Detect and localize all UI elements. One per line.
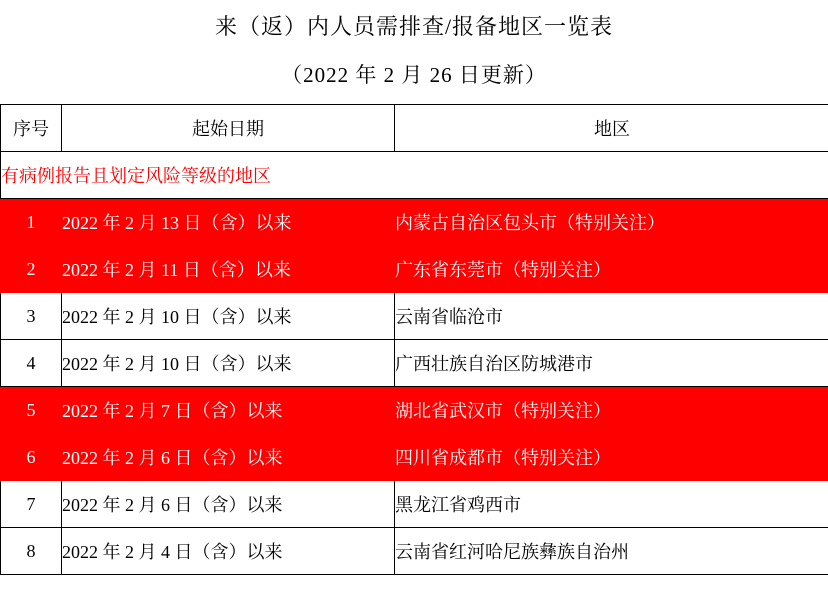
row-start-date: 2022 年 2 月 6 日（含）以来 [62, 434, 395, 481]
row-area: 四川省成都市（特别关注） [395, 434, 828, 481]
page-title: 来（返）内人员需排查/报备地区一览表 [214, 14, 614, 39]
row-start-date: 2022 年 2 月 6 日（含）以来 [62, 481, 395, 528]
row-area: 云南省临沧市 [395, 293, 828, 340]
page-subtitle: （2022 年 2 月 26 日更新） [281, 62, 547, 87]
row-number: 7 [1, 481, 62, 528]
row-start-date: 2022 年 2 月 10 日（含）以来 [62, 340, 395, 387]
table-row [1, 481, 828, 528]
row-area: 黑龙江省鸡西市 [395, 481, 828, 528]
row-number: 3 [1, 293, 62, 340]
row-area: 湖北省武汉市（特别关注） [395, 387, 828, 434]
row-number: 4 [1, 340, 62, 387]
column-header-date: 起始日期 [62, 105, 395, 152]
table-row [1, 528, 828, 575]
table-row [1, 293, 828, 340]
row-start-date: 2022 年 2 月 10 日（含）以来 [62, 293, 395, 340]
row-start-date: 2022 年 2 月 11 日（含）以来 [62, 246, 395, 293]
row-area: 广东省东莞市（特别关注） [395, 246, 828, 293]
row-number: 5 [1, 387, 62, 434]
table-row [1, 434, 828, 481]
row-area: 云南省红河哈尼族彝族自治州 [395, 528, 828, 575]
table-header [1, 105, 828, 152]
row-start-date: 2022 年 2 月 4 日（含）以来 [62, 528, 395, 575]
row-start-date: 2022 年 2 月 13 日（含）以来 [62, 199, 395, 246]
row-area: 广西壮族自治区防城港市 [395, 340, 828, 387]
row-number: 6 [1, 434, 62, 481]
table-row [1, 387, 828, 434]
table-row [1, 246, 828, 293]
column-header-no: 序号 [1, 105, 62, 152]
table-header-row [1, 105, 828, 152]
row-number: 2 [1, 246, 62, 293]
column-header-area: 地区 [395, 105, 828, 152]
section-header-label: 有病例报告且划定风险等级的地区 [1, 152, 828, 199]
regions-table [0, 104, 828, 575]
row-start-date: 2022 年 2 月 7 日（含）以来 [62, 387, 395, 434]
row-number: 1 [1, 199, 62, 246]
row-area: 内蒙古自治区包头市（特别关注） [395, 199, 828, 246]
table-body [1, 152, 828, 575]
table-row [1, 199, 828, 246]
row-number: 8 [1, 528, 62, 575]
section-header-row [1, 152, 828, 199]
table-row [1, 340, 828, 387]
